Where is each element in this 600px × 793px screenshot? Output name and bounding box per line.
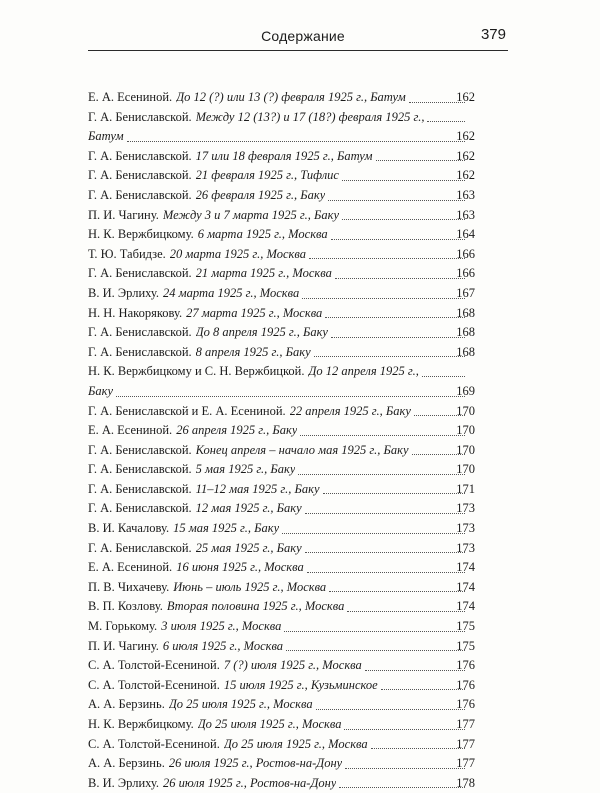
- toc-entry-line: [88, 558, 468, 578]
- toc-page-number: 174: [456, 579, 475, 594]
- letter-date-place: 20 марта 1925 г., Москва: [169, 246, 306, 261]
- addressee: П. И. Чагину.: [88, 638, 159, 653]
- addressee: А. А. Берзинь.: [88, 756, 165, 771]
- leader-dots: [286, 650, 465, 651]
- addressee: Г. А. Бениславской.: [88, 462, 192, 477]
- toc-entry: [88, 499, 475, 519]
- letter-date-place: Между 3 и 7 марта 1925 г., Баку: [162, 207, 340, 222]
- leader-dots: [127, 141, 465, 142]
- addressee: Г. А. Бениславской.: [88, 344, 192, 359]
- toc-entry-line: [88, 754, 468, 774]
- toc-entry-line: [88, 284, 468, 304]
- letter-date-place: 26 июля 1925 г., Ростов-на-Дону: [168, 756, 343, 771]
- toc-page-number: 175: [456, 638, 475, 653]
- toc-page-number: 176: [456, 677, 475, 692]
- toc-page-number: 170: [456, 403, 475, 418]
- toc-page-number: 177: [456, 736, 475, 751]
- letter-place: Батум: [88, 129, 124, 144]
- letter-date-place: 6 июля 1925 г., Москва: [162, 638, 284, 653]
- letter-date-place: До 12 апреля 1925 г.,: [308, 364, 419, 379]
- toc-page-number: 170: [456, 423, 475, 438]
- addressee: С. А. Толстой-Есениной.: [88, 658, 220, 673]
- toc-entry-line: [88, 499, 468, 519]
- toc-entry: [88, 225, 475, 245]
- toc-page-number: 164: [456, 227, 475, 242]
- addressee: Е. А. Есениной.: [88, 423, 173, 438]
- toc-page-number: 169: [456, 383, 475, 398]
- toc-entry: [88, 186, 475, 206]
- toc-page-number: 168: [456, 344, 475, 359]
- letter-date-place: 26 июля 1925 г., Ростов-на-Дону: [163, 775, 337, 790]
- toc-entry: [88, 597, 475, 617]
- toc-page-number: 173: [456, 521, 475, 536]
- addressee: Г. А. Бениславской.: [88, 325, 192, 340]
- toc-entry-line: [88, 343, 468, 363]
- addressee: А. А. Берзинь.: [88, 697, 165, 712]
- toc-entry: [88, 637, 475, 657]
- toc-entry: [88, 264, 475, 284]
- letter-date-place: 7 (?) июля 1925 г., Москва: [223, 658, 362, 673]
- toc-page-number: 162: [456, 148, 475, 163]
- leader-dots: [305, 513, 465, 514]
- addressee: М. Горькому.: [88, 619, 158, 634]
- toc-entry-line: [88, 166, 468, 186]
- addressee: Е. А. Есениной.: [88, 90, 173, 104]
- toc-page-number: 175: [456, 619, 475, 634]
- toc-entry: [88, 362, 475, 401]
- letter-date-place: 5 мая 1925 г., Баку: [195, 462, 296, 477]
- letter-date-place: 27 марта 1925 г., Москва: [186, 305, 323, 320]
- toc-entry: [88, 774, 475, 793]
- toc-entry-line: [88, 637, 468, 657]
- toc-entry: [88, 166, 475, 186]
- toc-entry-line: [88, 539, 468, 559]
- toc-entry-line: [88, 147, 468, 167]
- leader-dots: [282, 533, 465, 534]
- toc-entry: [88, 147, 475, 167]
- leader-dots: [305, 552, 465, 553]
- toc-entry-line: [88, 715, 468, 735]
- toc-page-number: 163: [456, 207, 475, 222]
- leader-dots: [298, 474, 465, 475]
- letter-date-place: Вторая половина 1925 г., Москва: [166, 599, 345, 614]
- letter-date-place: 3 июля 1925 г., Москва: [161, 619, 282, 634]
- toc-entry-line: [88, 441, 468, 461]
- letter-date-place: 17 или 18 февраля 1925 г., Батум: [195, 148, 373, 163]
- addressee: С. А. Толстой-Есениной.: [88, 736, 220, 751]
- letter-place: Баку: [88, 383, 114, 398]
- addressee: Г. А. Бениславской.: [88, 501, 192, 516]
- toc-entry: [88, 676, 475, 696]
- toc-page-number: 176: [456, 658, 475, 673]
- toc-entry: [88, 578, 475, 598]
- letter-date-place: До 25 июля 1925 г., Москва: [223, 736, 368, 751]
- toc-entry-line: [88, 206, 468, 226]
- toc-entry-line: [88, 186, 468, 206]
- addressee: П. И. Чагину.: [88, 207, 159, 222]
- toc-entry: [88, 245, 475, 265]
- addressee: Г. А. Бениславской.: [88, 481, 192, 496]
- leader-dots: [427, 121, 465, 122]
- toc-entry: [88, 617, 475, 637]
- section-title: Содержание: [261, 28, 345, 44]
- toc-entry-line: [88, 519, 468, 539]
- leader-dots: [300, 435, 465, 436]
- letter-date-place: 21 марта 1925 г., Москва: [195, 266, 332, 281]
- toc-page-number: 163: [456, 187, 475, 202]
- toc-page-number: 166: [456, 266, 475, 281]
- addressee: В. И. Эрлиху.: [88, 285, 160, 300]
- toc-page-number: 176: [456, 697, 475, 712]
- letter-date-place: 24 марта 1925 г., Москва: [163, 285, 300, 300]
- toc-entry-line: [88, 264, 468, 284]
- toc-entry: [88, 480, 475, 500]
- letter-date-place: 22 апреля 1925 г., Баку: [289, 403, 411, 418]
- toc-entry-line: [88, 245, 468, 265]
- toc-entry-line: [88, 127, 468, 147]
- addressee: Т. Ю. Табидзе.: [88, 246, 166, 261]
- toc-page-number: 168: [456, 325, 475, 340]
- addressee: Н. К. Вержбицкому.: [88, 227, 194, 242]
- letter-date-place: Конец апреля – начало мая 1925 г., Баку: [195, 442, 409, 457]
- toc-entry-line: [88, 735, 468, 755]
- toc-page-number: 166: [456, 246, 475, 261]
- addressee: Г. А. Бениславской.: [88, 148, 192, 163]
- toc-entry: [88, 656, 475, 676]
- toc-entry: [88, 284, 475, 304]
- addressee: Г. А. Бениславской.: [88, 168, 192, 183]
- leader-dots: [422, 376, 465, 377]
- addressee: Г. А. Бениславской.: [88, 109, 192, 124]
- addressee: Г. А. Бениславской и Е. А. Есениной.: [88, 403, 286, 418]
- toc-entry-line: [88, 402, 468, 422]
- toc-page-number: 177: [456, 717, 475, 731]
- toc-page-number: 178: [456, 775, 475, 790]
- toc-entry: [88, 558, 475, 578]
- addressee: В. И. Качалову.: [88, 521, 170, 536]
- toc-entry: [88, 108, 475, 147]
- toc-entry: [88, 441, 475, 461]
- letter-date-place: Июнь – июль 1925 г., Москва: [173, 579, 327, 594]
- toc-entry: [88, 323, 475, 343]
- running-head: [88, 26, 508, 51]
- toc-entry: [88, 539, 475, 559]
- toc-entry: [88, 304, 475, 324]
- letter-date-place: До 25 июля 1925 г., Москва: [197, 717, 342, 731]
- toc-page-number: 173: [456, 540, 475, 555]
- toc-entry-line: [88, 774, 468, 793]
- letter-date-place: Между 12 (13?) и 17 (18?) февраля 1925 г.,: [195, 109, 425, 124]
- toc-page-number: 177: [456, 756, 475, 771]
- toc-entry-line: [88, 108, 468, 128]
- addressee: Н. К. Вержбицкому и С. Н. Вержбицкой.: [88, 364, 305, 379]
- toc-page-number: 171: [456, 481, 475, 496]
- page-number: 379: [480, 26, 506, 43]
- addressee: С. А. Толстой-Есениной.: [88, 677, 220, 692]
- toc-page-number: 174: [456, 599, 475, 614]
- addressee: Г. А. Бениславской.: [88, 266, 192, 281]
- letter-date-place: До 25 июля 1925 г., Москва: [168, 697, 313, 712]
- table-of-contents: [88, 88, 475, 793]
- letter-date-place: 15 июля 1925 г., Кузьминское: [223, 677, 378, 692]
- letter-date-place: 6 марта 1925 г., Москва: [197, 227, 328, 242]
- toc-entry-line: [88, 88, 468, 108]
- addressee: В. И. Эрлиху.: [88, 775, 160, 790]
- letter-date-place: До 12 (?) или 13 (?) февраля 1925 г., Батум: [176, 90, 406, 104]
- toc-entry: [88, 343, 475, 363]
- toc-entry: [88, 735, 475, 755]
- toc-entry: [88, 88, 475, 108]
- leader-dots: [302, 298, 465, 299]
- toc-page-number: 167: [456, 285, 475, 300]
- toc-page-number: 170: [456, 442, 475, 457]
- toc-entry-line: [88, 578, 468, 598]
- addressee: Н. К. Вержбицкому.: [88, 717, 194, 731]
- letter-date-place: 11–12 мая 1925 г., Баку: [195, 481, 320, 496]
- toc-page-number: 170: [456, 462, 475, 477]
- toc-entry-line: [88, 225, 468, 245]
- letter-date-place: 25 мая 1925 г., Баку: [195, 540, 302, 555]
- toc-entry: [88, 519, 475, 539]
- toc-entry-line: [88, 382, 468, 402]
- toc-entry-line: [88, 460, 468, 480]
- toc-entry-line: [88, 304, 468, 324]
- leader-dots: [309, 258, 465, 259]
- addressee: Е. А. Есениной.: [88, 560, 173, 575]
- toc-page-number: 168: [456, 305, 475, 320]
- toc-page-number: 173: [456, 501, 475, 516]
- leader-dots: [307, 572, 465, 573]
- toc-entry-line: [88, 656, 468, 676]
- leader-dots: [284, 631, 465, 632]
- addressee: В. П. Козлову.: [88, 599, 163, 614]
- toc-page-number: 162: [456, 129, 475, 144]
- toc-entry-line: [88, 421, 468, 441]
- letter-date-place: До 8 апреля 1925 г., Баку: [195, 325, 328, 340]
- toc-entry-line: [88, 597, 468, 617]
- toc-entry: [88, 421, 475, 441]
- leader-dots: [116, 396, 465, 397]
- letter-date-place: 8 апреля 1925 г., Баку: [195, 344, 311, 359]
- toc-entry: [88, 206, 475, 226]
- addressee: П. В. Чихачеву.: [88, 579, 170, 594]
- addressee: Г. А. Бениславской.: [88, 540, 192, 555]
- toc-entry: [88, 715, 475, 735]
- toc-entry: [88, 460, 475, 480]
- toc-entry-line: [88, 323, 468, 343]
- toc-entry-line: [88, 617, 468, 637]
- toc-page-number: 174: [456, 560, 475, 575]
- letter-date-place: 21 февраля 1925 г., Тифлис: [195, 168, 339, 183]
- toc-entry-line: [88, 362, 468, 382]
- toc-page-number: 162: [456, 90, 475, 104]
- addressee: Г. А. Бениславской.: [88, 187, 192, 202]
- letter-date-place: 15 мая 1925 г., Баку: [173, 521, 280, 536]
- toc-entry-line: [88, 676, 468, 696]
- toc-entry-line: [88, 480, 468, 500]
- toc-page-number: 162: [456, 168, 475, 183]
- letter-date-place: 12 мая 1925 г., Баку: [195, 501, 302, 516]
- letter-date-place: 16 июня 1925 г., Москва: [176, 560, 304, 575]
- toc-entry: [88, 695, 475, 715]
- addressee: Н. Н. Накорякову.: [88, 305, 183, 320]
- toc-entry: [88, 402, 475, 422]
- addressee: Г. А. Бениславской.: [88, 442, 192, 457]
- toc-entry-line: [88, 695, 468, 715]
- letter-date-place: 26 февраля 1925 г., Баку: [195, 187, 326, 202]
- toc-entry: [88, 754, 475, 774]
- letter-date-place: 26 апреля 1925 г., Баку: [176, 423, 298, 438]
